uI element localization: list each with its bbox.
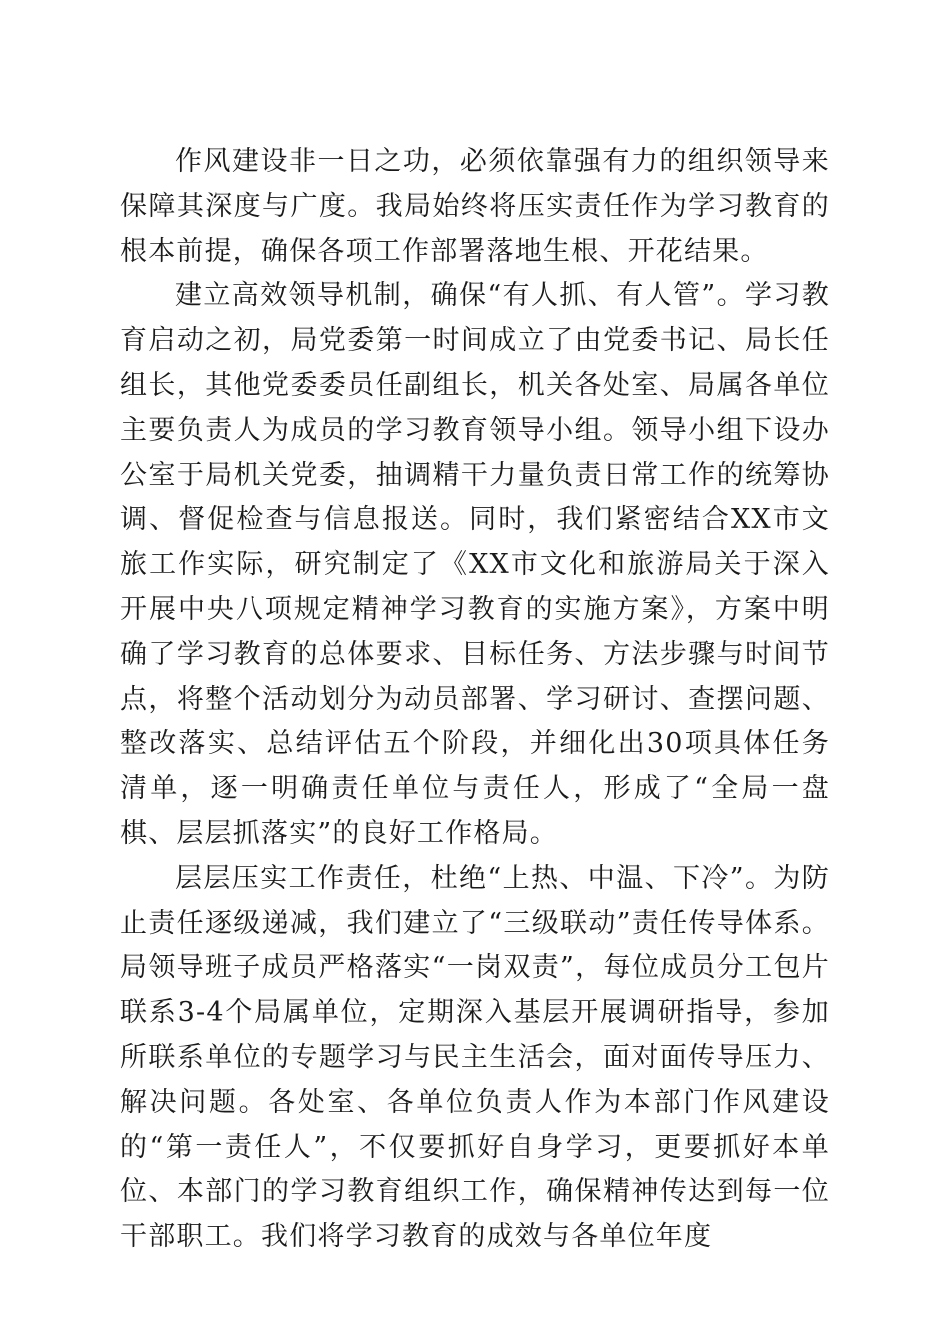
document-body: [120, 140, 830, 1260]
paragraph-1: 作风建设非一日之功，必须依靠强有力的组织领导来保障其深度与广度。我局始终将压实责任作为学习教育的根本前提，确保各项工作部署落地生根、开花结果。: [120, 146, 830, 267]
paragraph-3: 层层压实工作责任，杜绝“上热、中温、下冷”。为防止责任逐级递减，我们建立了“三级联动”责任传导体系。局领导班子成员严格落实“一岗双责”，每位成员分工包片联系3-4个局属单位，定期深入基层开展调研指导，参加所联系单位的专题学习与民主生活会，面对面传导压力、解决问题。各处室、各单位负责人作为本部门作风建设的“第一责任人”，不仅要抓好自身学习，更要抓好本单位、本部门的学习教育组织工作，确保精神传达到每一位干部职工。我们将学习教育的成效与各单位年度: [120, 862, 830, 1253]
paragraph-2: 建立高效领导机制，确保“有人抓、有人管”。学习教育启动之初，局党委第一时间成立了由党委书记、局长任组长，其他党委委员任副组长，机关各处室、局属各单位主要负责人为成员的学习教育领导小组。领导小组下设办公室于局机关党委，抽调精干力量负责日常工作的统筹协调、督促检查与信息报送。同时，我们紧密结合XX市文旅工作实际，研究制定了《XX市文化和旅游局关于深入开展中央八项规定精神学习教育的实施方案》，方案中明确了学习教育的总体要求、目标任务、方法步骤与时间节点，将整个活动划分为动员部署、学习研讨、查摆问题、整改落实、总结评估五个阶段，并细化出30项具体任务清单，逐一明确责任单位与责任人，形成了“全局一盘棋、层层抓落实”的良好工作格局。: [120, 280, 830, 849]
